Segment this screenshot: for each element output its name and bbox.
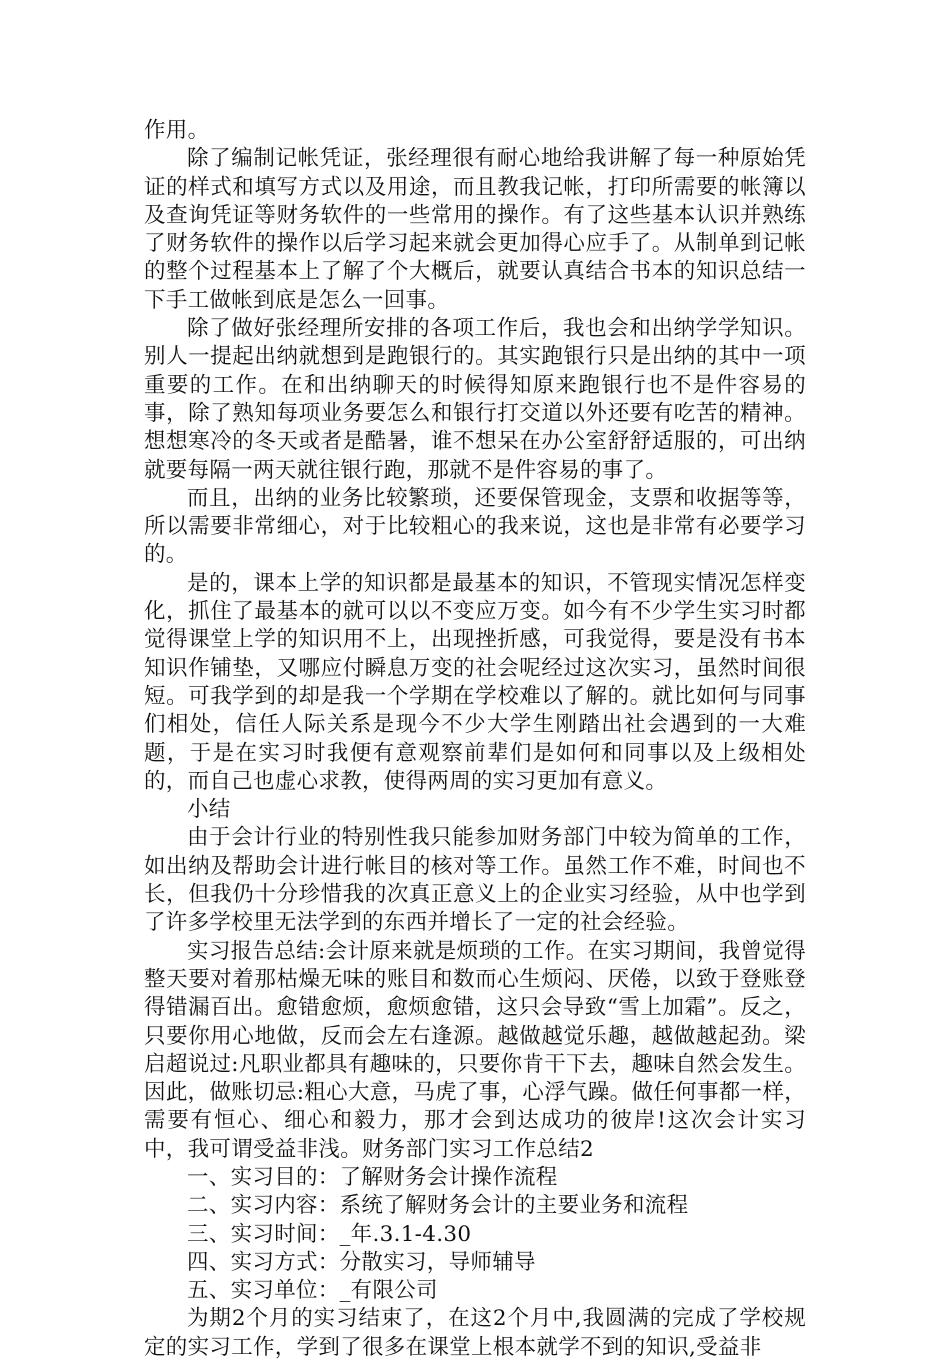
list-item: 二、实习内容：系统了解财务会计的主要业务和流程 [187, 1193, 689, 1219]
paragraph: 是的，课本上学的知识都是最基本的知识，不管现实情况怎样变化，抓住了最基本的就可以以不变应万变。如今有不少学生实习时都觉得课堂上学的知识用不上，出现挫折感，可我觉得，要是没有书本知识作铺垫，又哪应付瞬息万变的社会呢经过这次实习，虽然时间很短。可我学到的却是我一个学期在学校难以了解的。就比如何与同事们相处，信任人际关系是现今不少大学生刚踏出社会遇到的一大难题，于是在实习时我便有意观察前辈们是如何和同事以及上级相处的，而自己也虚心求教，使得两周的实习更加有意义。 [144, 570, 806, 794]
section-heading: 小结 [187, 797, 231, 823]
paragraph: 为期2个月的实习结束了，在这2个月中,我圆满的完成了学校规定的实习工作，学到了很多在课堂上根本就学不到的知识,受益非 [144, 1306, 806, 1360]
paragraph: 作用。 [144, 118, 210, 143]
paragraph: 由于会计行业的特别性我只能参加财务部门中较为简单的工作，如出纳及帮助会计进行帐目的核对等工作。虽然工作不难，时间也不长，但我仍十分珍惜我的次真正意义上的企业实习经验，从中也学到了许多学校里无法学到的东西并增长了一定的社会经验。 [144, 825, 806, 936]
list-item: 四、实习方式：分散实习，导师辅导 [187, 1249, 536, 1275]
list-item: 三、实习时间：_年.3.1-4.30 [187, 1221, 472, 1247]
list-item: 一、实习目的：了解财务会计操作流程 [187, 1164, 558, 1190]
paragraph: 实习报告总结:会计原来就是烦琐的工作。在实习期间，我曾觉得整天要对着那枯燥无味的账目和数而心生烦闷、厌倦，以致于登账登得错漏百出。愈错愈烦，愈烦愈错，这只会导致“雪上加霜”。反之，只要你用心地做，反而会左右逢源。越做越觉乐趣，越做越起劲。梁启超说过:凡职业都具有趣味的，只要你肯干下去，趣味自然会发生。因此，做账切忌:粗心大意，马虎了事，心浮气躁。做任何事都一样，需要有恒心、细心和毅力，那才会到达成功的彼岸!这次会计实习中，我可谓受益非浅。财务部门实习工作总结2 [144, 938, 806, 1162]
list-item: 五、实习单位：_有限公司 [187, 1278, 438, 1304]
paragraph: 除了编制记帐凭证，张经理很有耐心地给我讲解了每一种原始凭证的样式和填写方式以及用途，而且教我记帐，打印所需要的帐簿以及查询凭证等财务软件的一些常用的操作。有了这些基本认识并熟练了财务软件的操作以后学习起来就会更加得心应手了。从制单到记帐的整个过程基本上了解了个大概后，就要认真结合书本的知识总结一下手工做帐到底是怎么一回事。 [144, 146, 806, 313]
document-body [144, 117, 806, 1362]
paragraph: 除了做好张经理所安排的各项工作后，我也会和出纳学学知识。别人一提起出纳就想到是跑银行的。其实跑银行只是出纳的其中一项重要的工作。在和出纳聊天的时候得知原来跑银行也不是件容易的事，除了熟知每项业务要怎么和银行打交道以外还要有吃苦的精神。想想寒冷的冬天或者是酷暑，谁不想呆在办公室舒舒适服的，可出纳就要每隔一两天就往银行跑，那就不是件容易的事了。 [144, 316, 806, 483]
paragraph: 而且，出纳的业务比较繁琐，还要保管现金，支票和收据等等，所以需要非常细心，对于比较粗心的我来说，这也是非常有必要学习的。 [144, 485, 806, 568]
